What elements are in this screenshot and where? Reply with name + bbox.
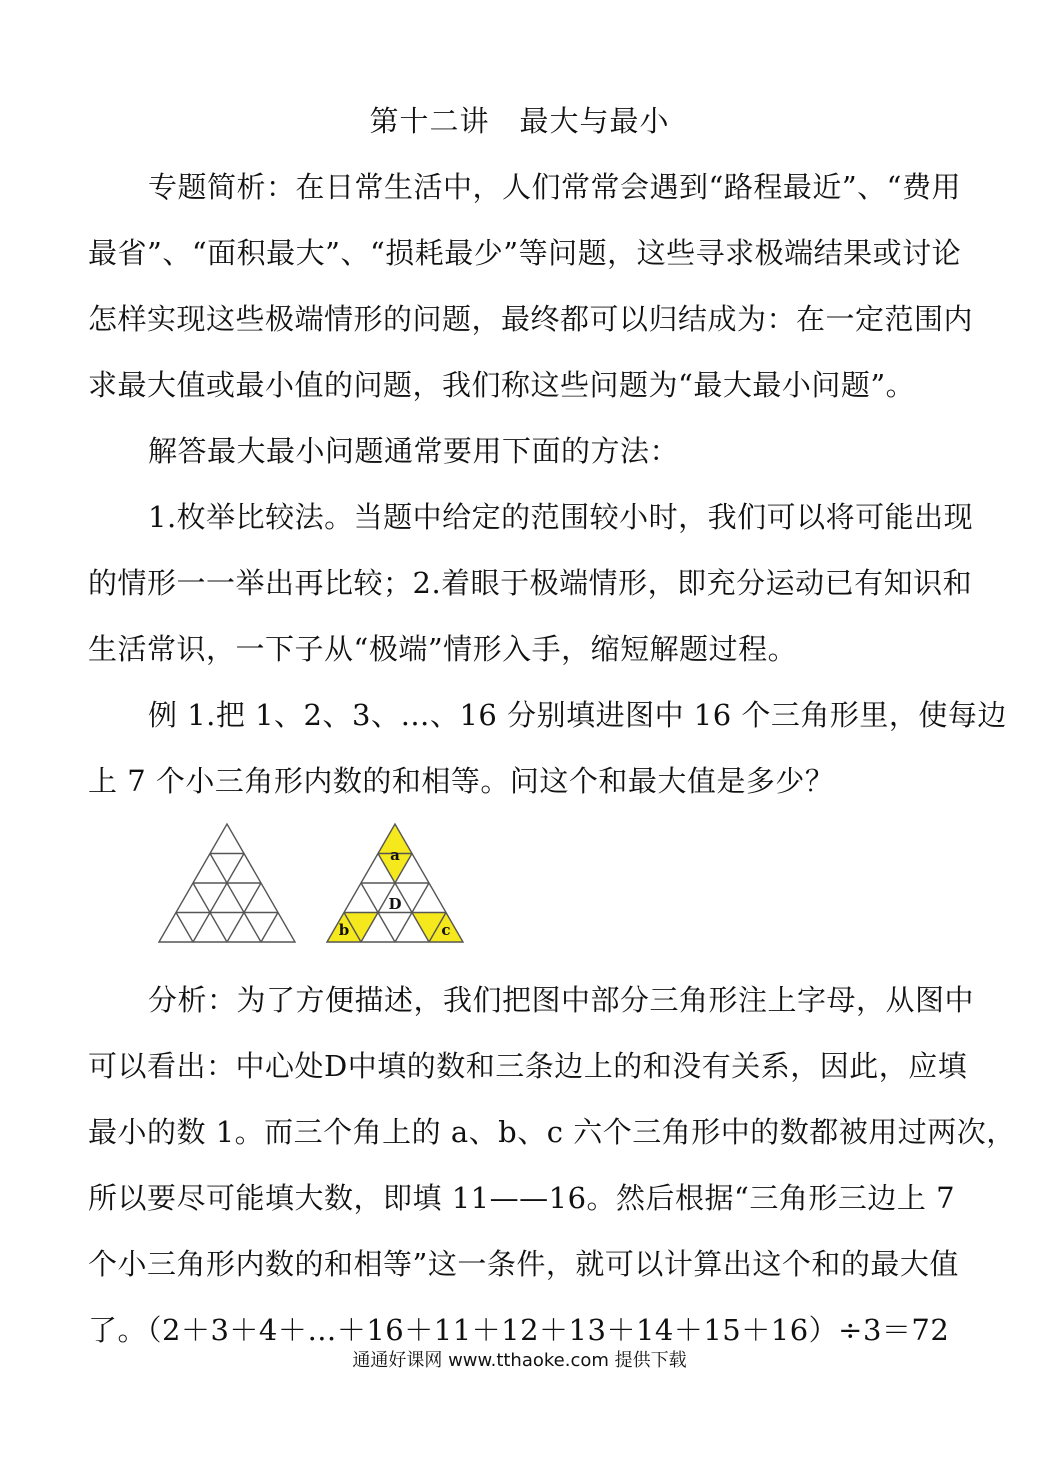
text-line: 的情形一一举出再比较；2.着眼于极端情形，即充分运动已有知识和	[88, 566, 973, 600]
label-a: a	[390, 846, 400, 864]
label-c: c	[441, 921, 451, 939]
labeled-triangle-grid	[327, 824, 463, 942]
method-paragraph	[88, 484, 974, 682]
text-line: 生活常识，一下子从“极端”情形入手，缩短解题过程。	[88, 632, 798, 666]
grid-line	[193, 854, 244, 943]
grid-line	[176, 913, 193, 943]
triangle-figure	[150, 820, 480, 955]
example-paragraph	[88, 682, 1007, 814]
text-line: 最省”、“面积最大”、“损耗最少”等问题，这些寻求极端结果或讨论	[88, 236, 962, 270]
text-line: 怎样实现这些极端情形的问题，最终都可以归结成为：在一定范围内	[88, 302, 974, 336]
text-line: 求最大值或最小值的问题，我们称这些问题为“最大最小问题”。	[88, 368, 916, 402]
text-line: 所以要尽可能填大数，即填 11——16。然后根据“三角形三边上 7	[88, 1181, 956, 1215]
text-line: 分析：为了方便描述，我们把图中部分三角形注上字母，从图中	[148, 983, 975, 1017]
analysis-paragraph	[88, 967, 1016, 1363]
text-line: 个小三角形内数的和相等”这一条件，就可以计算出这个和的最大值	[88, 1247, 959, 1281]
text-line: 最小的数 1。而三个角上的 a、b、c 六个三角形中的数都被用过两次，	[88, 1115, 1016, 1149]
text-line: 上 7 个小三角形内数的和相等。问这个和最大值是多少？	[88, 764, 835, 798]
text-line: 可以看出：中心处D中填的数和三条边上的和没有关系，因此，应填	[88, 1049, 968, 1083]
text-line: 了。（2＋3＋4＋…＋16＋11＋12＋13＋14＋15＋16）÷3＝72	[88, 1313, 950, 1347]
intro-paragraph	[88, 154, 974, 418]
plain-triangle-grid	[159, 824, 295, 942]
label-d: D	[388, 895, 402, 913]
text-line: 例 1.把 1、2、3、…、16 分别填进图中 16 个三角形里，使每边	[148, 698, 1007, 732]
label-b: b	[338, 921, 350, 939]
text-line: 专题简析：在日常生活中，人们常常会遇到“路程最近”、“费用	[148, 170, 961, 204]
page-footer: 通通好课网 www.tthaoke.com 提供下载	[352, 1350, 687, 1371]
method-heading-paragraph	[88, 418, 954, 484]
page-title: 第十二讲 最大与最小	[369, 104, 670, 138]
grid-line	[261, 913, 278, 943]
grid-line	[210, 854, 261, 943]
text-line: 1.枚举比较法。当题中给定的范围较小时，我们可以将可能出现	[148, 500, 974, 534]
text-line: 解答最大最小问题通常要用下面的方法：	[148, 434, 680, 468]
